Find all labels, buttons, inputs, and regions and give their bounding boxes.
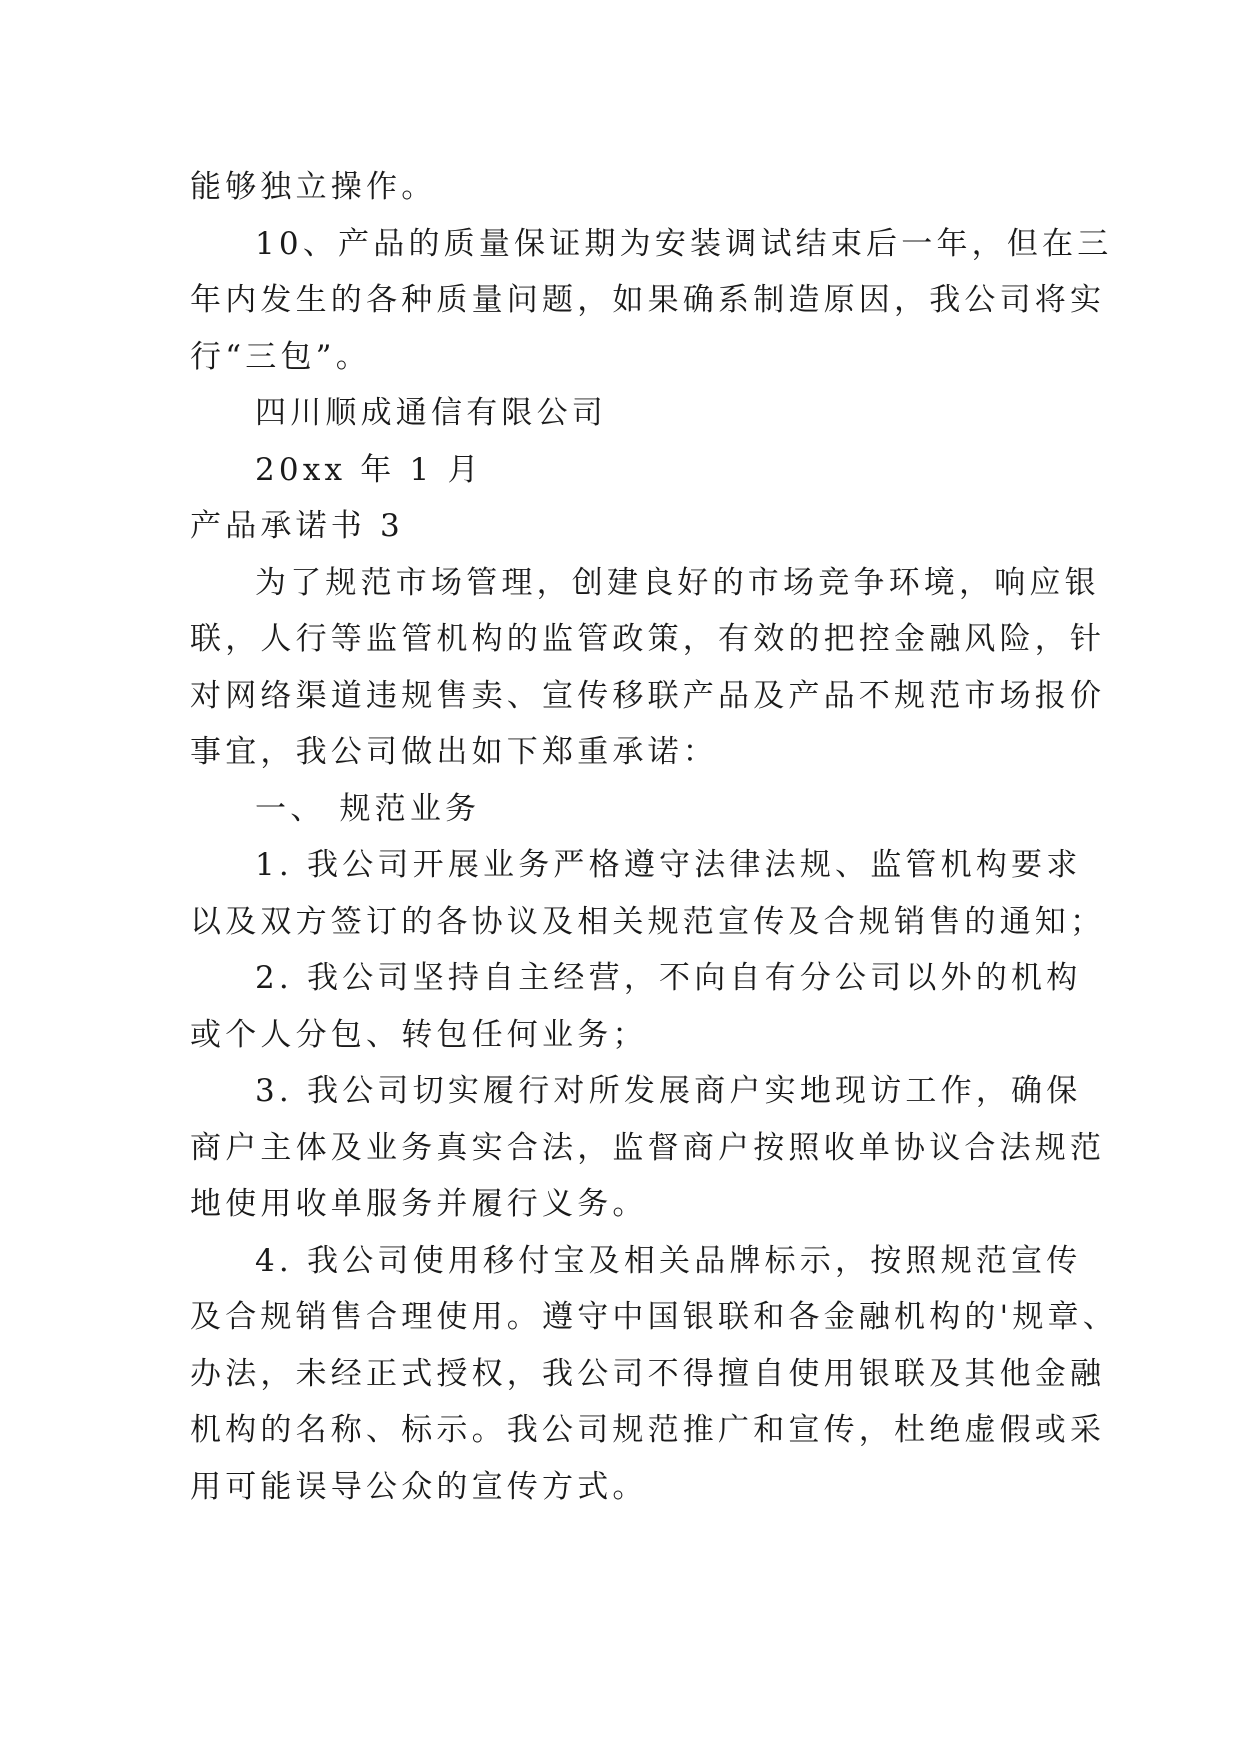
text-line: 3. 我公司切实履行对所发展商户实地现访工作，确保 — [255, 1073, 1082, 1109]
section-title: 产品承诺书 3 — [190, 508, 404, 544]
text-line: 及合规销售合理使用。遵守中国银联和各金融机构的'规章、 — [190, 1299, 1118, 1335]
text-line: 1. 我公司开展业务严格遵守法律法规、监管机构要求 — [255, 847, 1082, 883]
text-line: 能够独立操作。 — [190, 169, 437, 205]
text-line: 对网络渠道违规售卖、宣传移联产品及产品不规范市场报价 — [190, 678, 1106, 714]
text-line: 办法，未经正式授权，我公司不得擅自使用银联及其他金融 — [190, 1356, 1106, 1392]
text-line: 商户主体及业务真实合法，监督商户按照收单协议合法规范 — [190, 1130, 1106, 1166]
text-line: 10、产品的质量保证期为安装调试结束后一年，但在三 — [255, 226, 1113, 262]
text-line: 行“三包”。 — [190, 339, 371, 375]
text-line: 机构的名称、标示。我公司规范推广和宣传，杜绝虚假或采 — [190, 1412, 1106, 1448]
text-line: 或个人分包、转包任何业务； — [190, 1017, 648, 1053]
text-line: 2. 我公司坚持自主经营，不向自有分公司以外的机构 — [255, 960, 1082, 996]
text-line: 用可能误导公众的宣传方式。 — [190, 1469, 648, 1505]
text-line: 事宜，我公司做出如下郑重承诺： — [190, 734, 718, 770]
text-line: 联，人行等监管机构的监管政策，有效的把控金融风险，针 — [190, 621, 1106, 657]
text-line: 以及双方签订的各协议及相关规范宣传及合规销售的通知； — [190, 904, 1106, 940]
date-line: 20xx 年 1 月 — [255, 452, 483, 488]
text-line: 地使用收单服务并履行义务。 — [190, 1186, 648, 1222]
text-line: 年内发生的各种质量问题，如果确系制造原因，我公司将实 — [190, 282, 1106, 318]
company-name: 四川顺成通信有限公司 — [255, 395, 607, 431]
text-line: 4. 我公司使用移付宝及相关品牌标示，按照规范宣传 — [255, 1243, 1082, 1279]
subsection-heading: 一、 规范业务 — [255, 791, 481, 827]
text-line: 为了规范市场管理，创建良好的市场竞争环境，响应银 — [255, 565, 1100, 601]
